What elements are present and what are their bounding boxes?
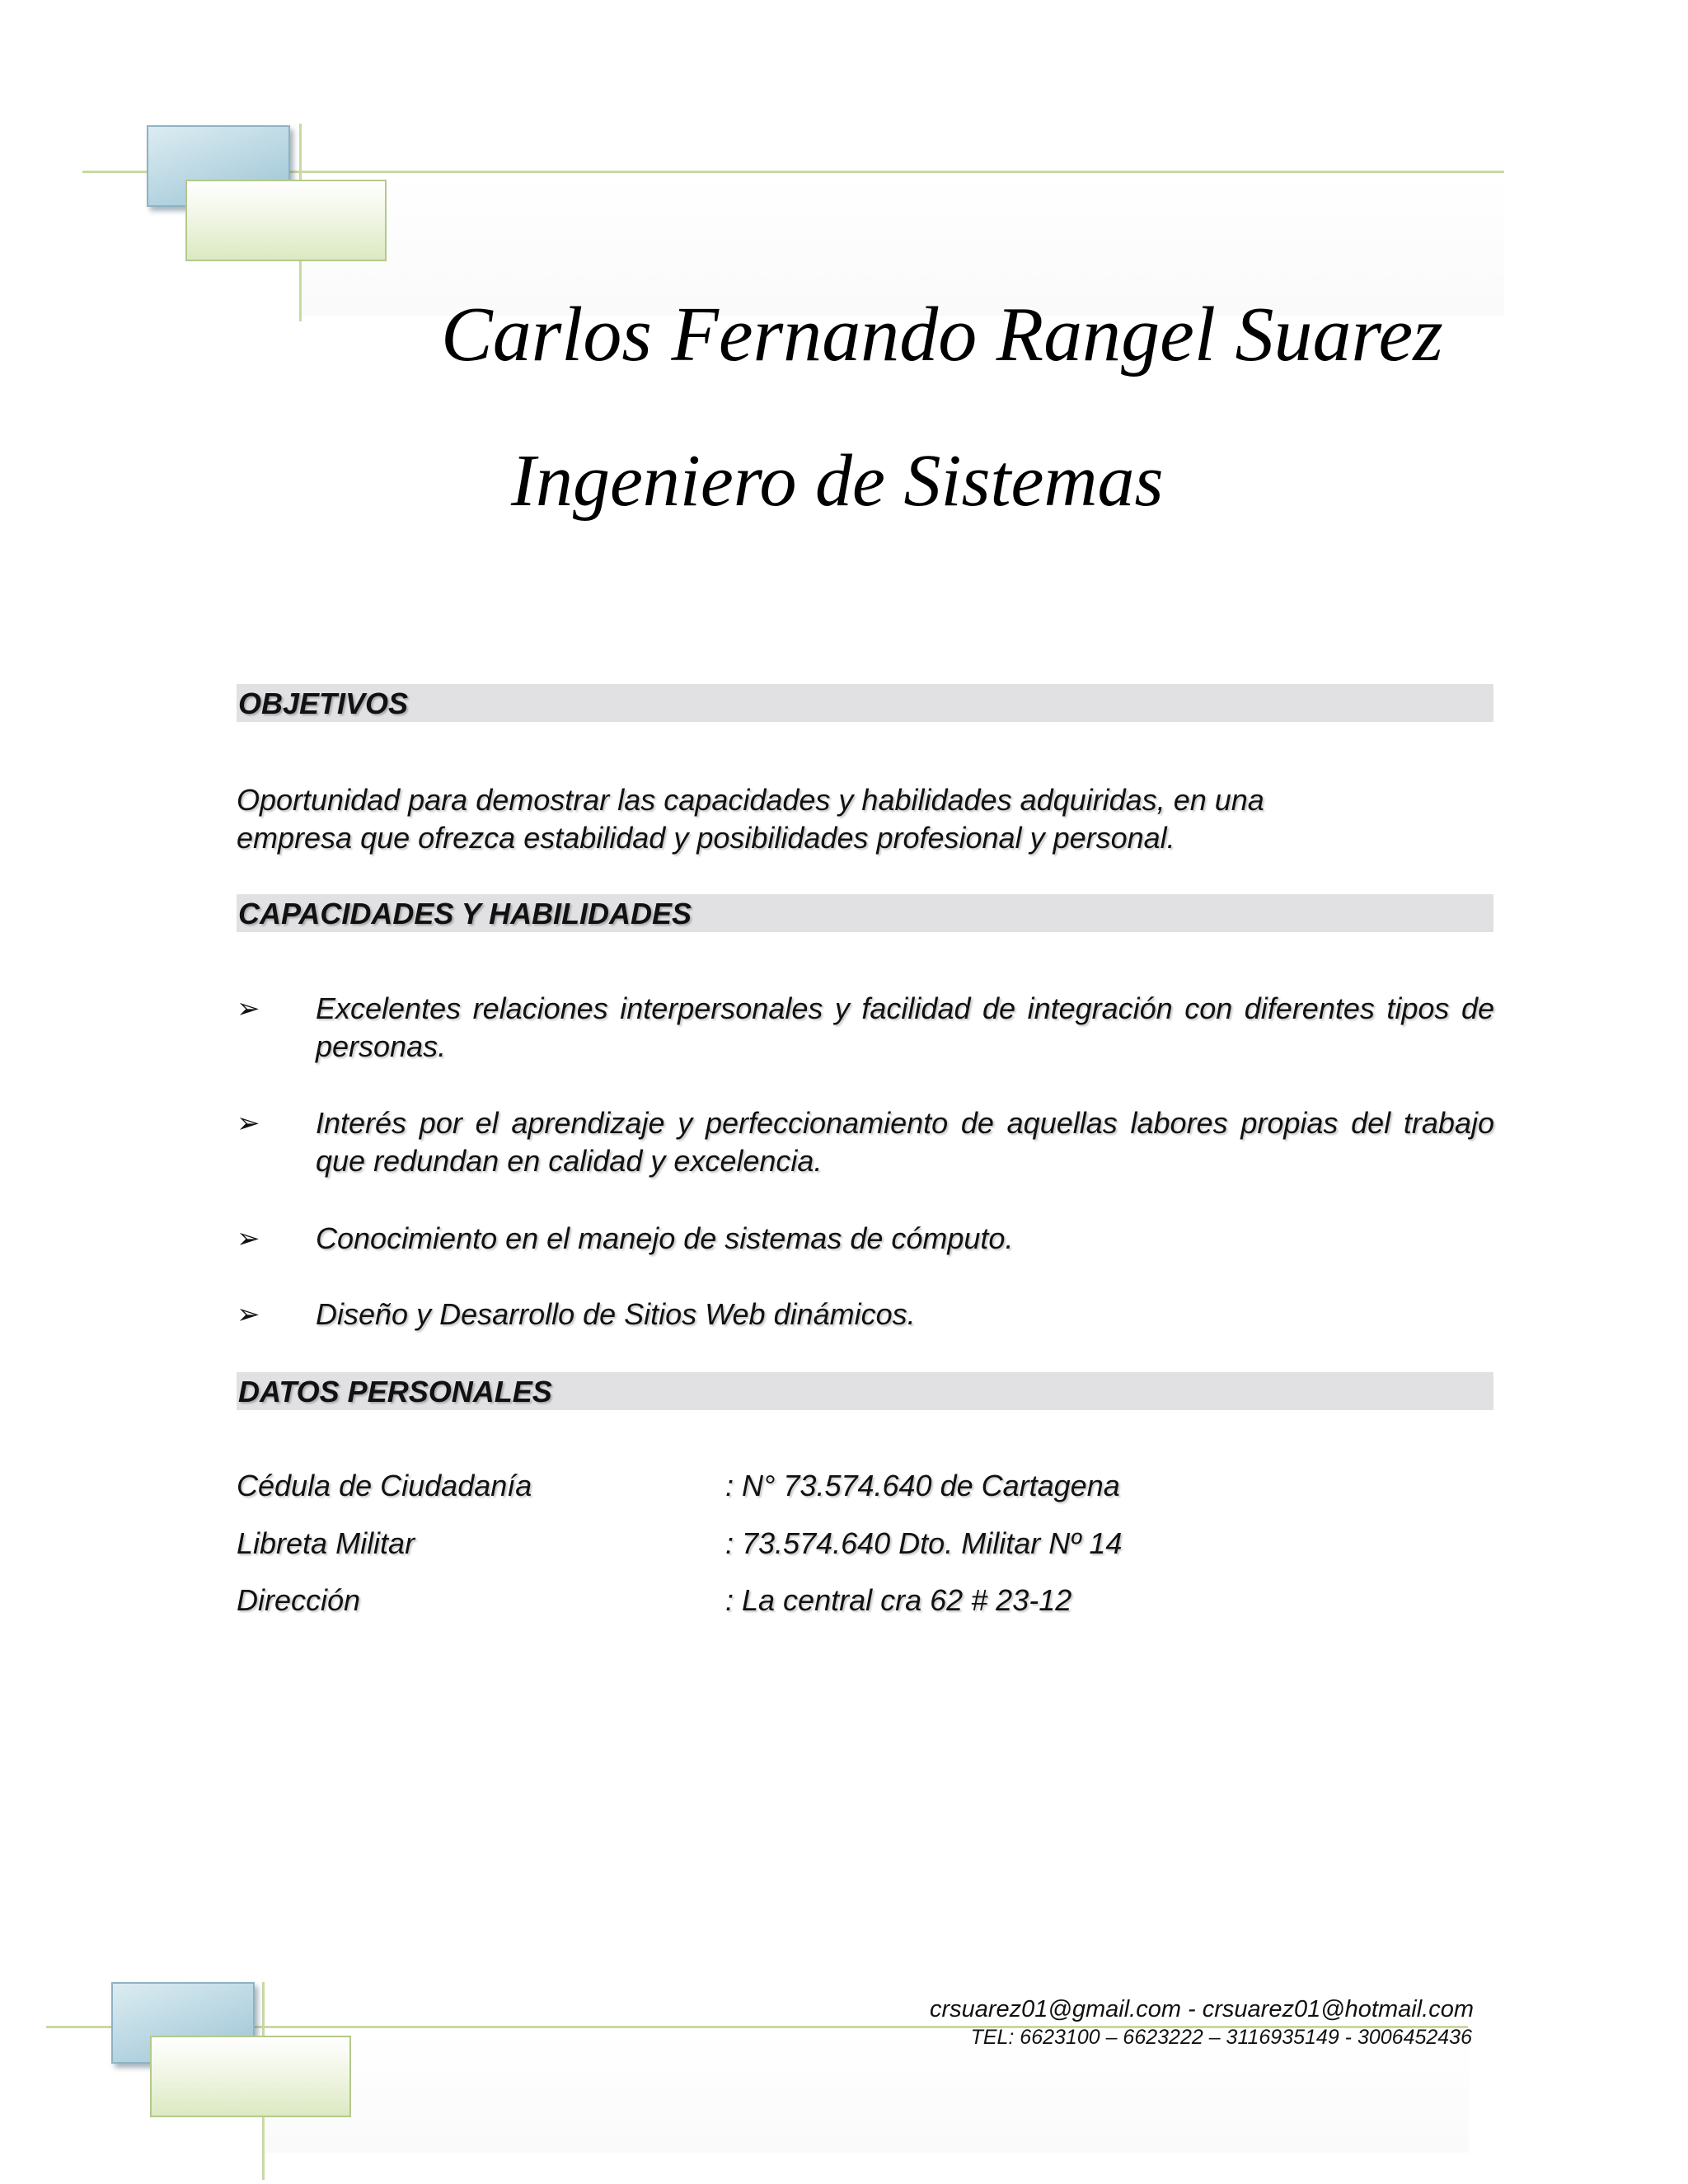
section-title-personal-data: DATOS PERSONALES bbox=[238, 1375, 552, 1408]
candidate-name: Carlos Fernando Rangel Suarez bbox=[441, 292, 1443, 377]
header-green-square bbox=[185, 180, 387, 261]
personal-data-value: : 73.574.640 Dto. Militar Nº 14 bbox=[725, 1526, 1123, 1560]
arrow-bullet-icon: ➢ bbox=[237, 1223, 260, 1254]
arrow-bullet-icon: ➢ bbox=[237, 993, 260, 1024]
arrow-bullet-icon: ➢ bbox=[237, 1108, 260, 1139]
arrow-bullet-icon: ➢ bbox=[237, 1299, 260, 1330]
personal-data-value: : N° 73.574.640 de Cartagena bbox=[725, 1469, 1120, 1502]
objective-paragraph bbox=[237, 781, 1498, 857]
section-title-skills: CAPACIDADES Y HABILIDADES bbox=[238, 897, 692, 930]
objective-line: empresa que ofrezca estabilidad y posibilidades profesional y personal. bbox=[237, 821, 1175, 855]
header-horizontal-rule bbox=[82, 171, 1504, 173]
personal-data-label: Libreta Militar bbox=[237, 1526, 415, 1560]
skill-text: Interés por el aprendizaje y perfeccionamiento de aquellas labores propias del trabajo que redundan en calidad y excelencia. bbox=[316, 1106, 1494, 1178]
skill-list-item bbox=[237, 1220, 1493, 1258]
section-header-skills bbox=[237, 894, 1493, 932]
contact-phones: TEL: 6623100 – 6623222 – 3116935149 - 3006452436 bbox=[970, 2026, 1472, 2049]
skill-list-item bbox=[237, 1104, 1493, 1180]
section-header-objectives bbox=[237, 684, 1493, 722]
candidate-profession: Ingeniero de Sistemas bbox=[511, 440, 1164, 522]
skill-list-item bbox=[237, 990, 1493, 1066]
personal-data-label: Dirección bbox=[237, 1583, 361, 1617]
skill-text: Diseño y Desarrollo de Sitios Web dinámicos. bbox=[316, 1297, 916, 1331]
personal-data-value: : La central cra 62 # 23-12 bbox=[725, 1583, 1072, 1617]
skill-text: Excelentes relaciones interpersonales y facilidad de integración con diferentes tipos de personas. bbox=[316, 991, 1494, 1063]
section-title-objectives: OBJETIVOS bbox=[238, 687, 409, 720]
footer-green-square bbox=[150, 2036, 351, 2117]
objective-line: Oportunidad para demostrar las capacidades y habilidades adquiridas, en una bbox=[237, 783, 1264, 817]
section-header-personal-data bbox=[237, 1372, 1493, 1410]
skill-list-item bbox=[237, 1296, 1493, 1333]
skill-text: Conocimiento en el manejo de sistemas de cómputo. bbox=[316, 1221, 1014, 1255]
contact-emails: crsuarez01@gmail.com - crsuarez01@hotmail.com bbox=[929, 1996, 1474, 2022]
personal-data-label: Cédula de Ciudadanía bbox=[237, 1469, 532, 1502]
